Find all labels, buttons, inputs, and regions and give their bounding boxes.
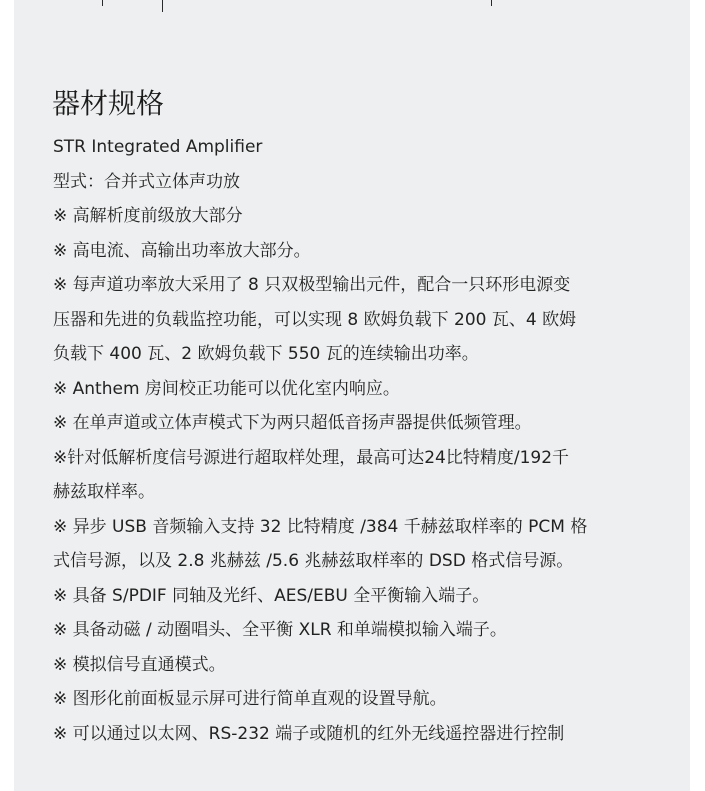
divider-tick: [162, 0, 163, 12]
spec-line: ※ 图形化前面板显示屏可进行简单直观的设置导航。: [53, 689, 447, 709]
divider-tick: [102, 0, 103, 6]
spec-line: 赫兹取样率。: [53, 482, 155, 502]
spec-line: ※ 具备动磁 / 动圈唱头、全平衡 XLR 和单端模拟输入端子。: [53, 620, 507, 640]
spec-line: ※ 每声道功率放大采用了 8 只双极型输出元件，配合一只环形电源变: [53, 275, 571, 295]
spec-line: ※ 高解析度前级放大部分: [53, 206, 243, 226]
spec-line: ※ 高电流、高输出功率放大部分。: [53, 240, 311, 261]
spec-line: 型式：合并式立体声功放: [53, 171, 240, 192]
spec-line: STR Integrated Amplifier: [53, 137, 263, 157]
spec-line: ※ 可以通过以太网、RS-232 端子或随机的红外无线遥控器进行控制: [53, 723, 565, 744]
divider-tick: [491, 0, 492, 6]
spec-panel: [14, 0, 690, 791]
spec-line: ※ 在单声道或立体声模式下为两只超低音扬声器提供低频管理。: [53, 413, 532, 433]
spec-title: 器材规格: [52, 87, 165, 120]
spec-line: ※ 具备 S/PDIF 同轴及光纤、AES/EBU 全平衡输入端子。: [53, 585, 490, 606]
spec-line: 负载下 400 瓦、2 欧姆负载下 550 瓦的连续输出功率。: [53, 344, 479, 364]
spec-line: 式信号源，以及 2.8 兆赫兹 /5.6 兆赫兹取样率的 DSD 格式信号源。: [53, 551, 574, 571]
spec-list: [53, 130, 683, 751]
spec-line: ※ Anthem 房间校正功能可以优化室内响应。: [53, 378, 400, 399]
spec-line: ※针对低解析度信号源进行超取样处理，最高可达24比特精度/192千: [53, 447, 570, 468]
spec-line: 压器和先进的负载监控功能，可以实现 8 欧姆负载下 200 瓦、4 欧姆: [53, 309, 577, 330]
spec-line: ※ 异步 USB 音频输入支持 32 比特精度 /384 千赫兹取样率的 PCM 格: [53, 516, 588, 537]
spec-line: ※ 模拟信号直通模式。: [53, 654, 226, 675]
